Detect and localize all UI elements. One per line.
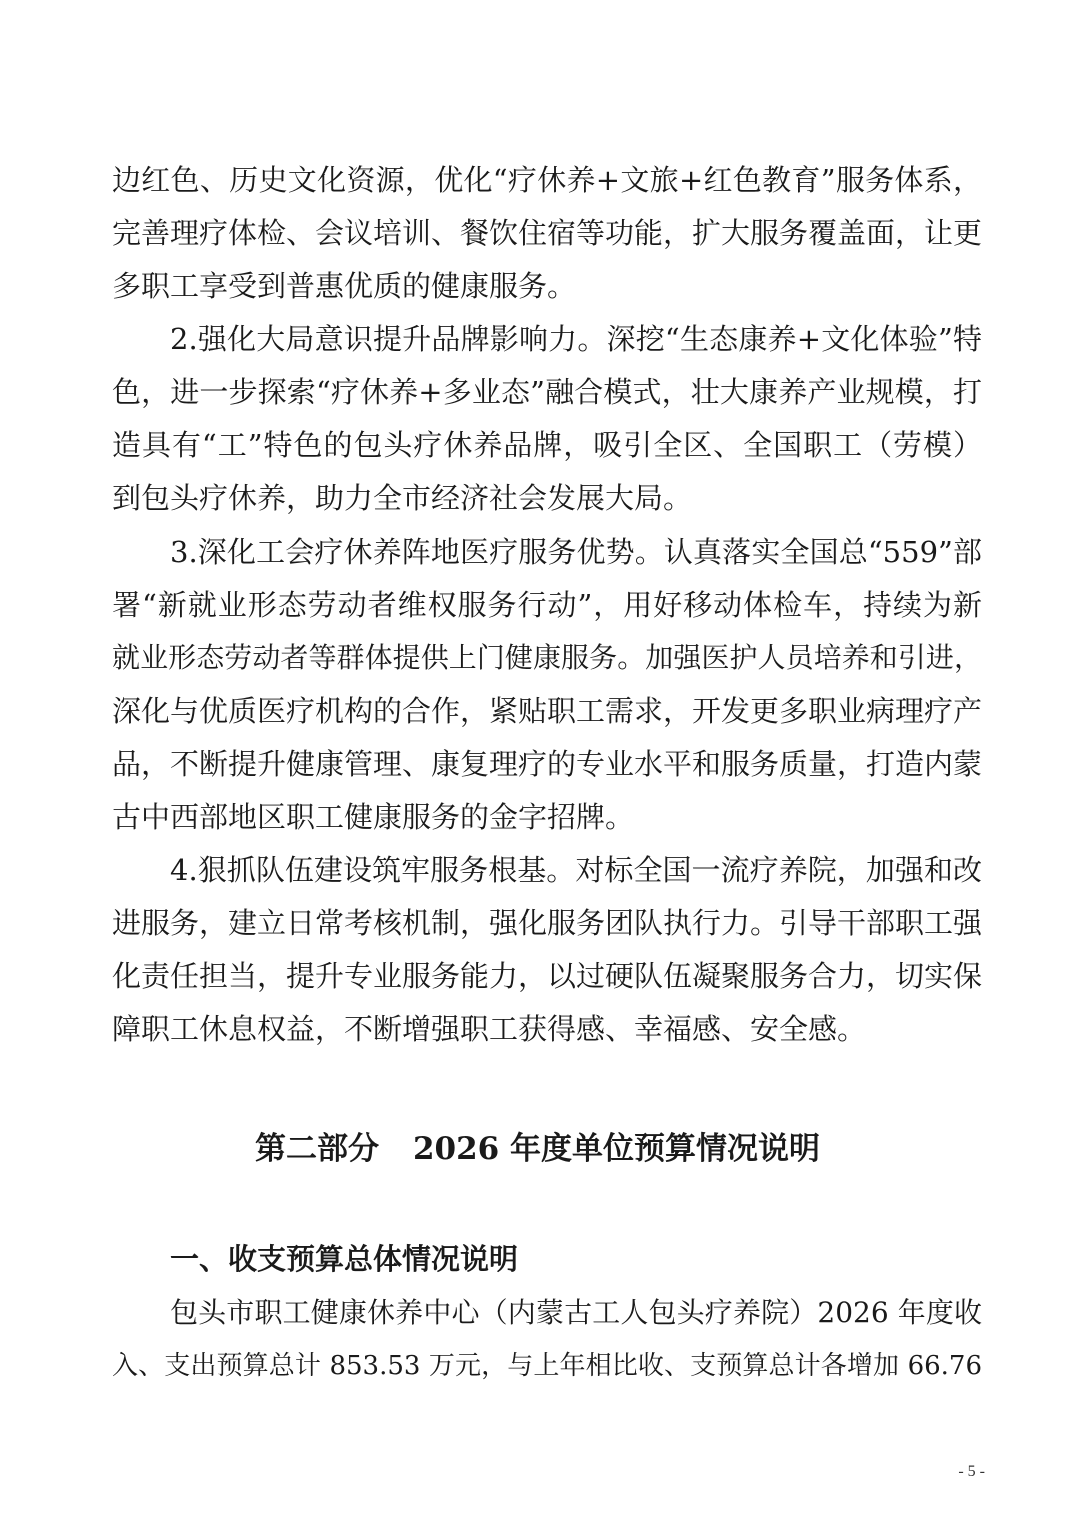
section-title — [0, 1127, 1075, 1171]
paragraph-5-line-1: 包头市职工健康休养中心（内蒙古工人包头疗养院）2026 年度收 — [170, 1296, 982, 1329]
paragraph-2-line-3: 造具有“工”特色的包头疗休养品牌，吸引全区、全国职工（劳模） — [112, 428, 982, 462]
paragraph-1-line-3: 多职工享受到普惠优质的健康服务。 — [112, 269, 577, 303]
page-number: - 5 - — [958, 1463, 985, 1480]
paragraph-3-line-3: 就业形态劳动者等群体提供上门健康服务。加强医护人员培养和引进， — [112, 641, 982, 674]
paragraph-1-line-1: 边红色、历史文化资源，优化“疗休养+文旅+红色教育”服务体系， — [112, 163, 982, 197]
paragraph-2-line-4: 到包头疗休养，助力全市经济社会发展大局。 — [112, 481, 693, 515]
paragraph-4-line-1: 4.狠抓队伍建设筑牢服务根基。对标全国一流疗养院，加强和改 — [170, 853, 982, 887]
section-title-part: 第二部分 — [254, 1131, 379, 1167]
paragraph-4-line-3: 化责任担当，提升专业服务能力，以过硬队伍凝聚服务合力，切实保 — [112, 959, 983, 993]
paragraph-1-line-2: 完善理疗体检、会议培训、餐饮住宿等功能，扩大服务覆盖面，让更 — [112, 216, 983, 250]
paragraph-3-line-4: 深化与优质医疗机构的合作，紧贴职工需求，开发更多职业病理疗产 — [112, 694, 983, 728]
paragraph-3-line-5: 品，不断提升健康管理、康复理疗的专业水平和服务质量，打造内蒙 — [112, 747, 983, 781]
paragraph-4-line-2: 进服务，建立日常考核机制，强化服务团队执行力。引导干部职工强 — [112, 906, 983, 940]
paragraph-2-line-1: 2.强化大局意识提升品牌影响力。深挖“生态康养+文化体验”特 — [170, 322, 982, 356]
paragraph-5-line-2: 入、支出预算总计 853.53 万元，与上年相比收、支预算总计各增加 66.76 — [112, 1351, 982, 1381]
paragraph-4-line-4: 障职工休息权益，不断增强职工获得感、幸福感、安全感。 — [112, 1012, 867, 1046]
paragraph-2-line-2: 色，进一步探索“疗休养+多业态”融合模式，壮大康养产业规模，打 — [112, 375, 982, 409]
paragraph-3-line-1: 3.深化工会疗休养阵地医疗服务优势。认真落实全国总“559”部 — [170, 535, 982, 569]
subsection-heading: 一、收支预算总体情况说明 — [170, 1242, 519, 1276]
section-title-rest: 2026 年度单位预算情况说明 — [412, 1131, 821, 1167]
paragraph-3-line-6: 古中西部地区职工健康服务的金字招牌。 — [112, 800, 635, 834]
paragraph-3-line-2: 署“新就业形态劳动者维权服务行动”，用好移动体检车，持续为新 — [112, 588, 982, 622]
